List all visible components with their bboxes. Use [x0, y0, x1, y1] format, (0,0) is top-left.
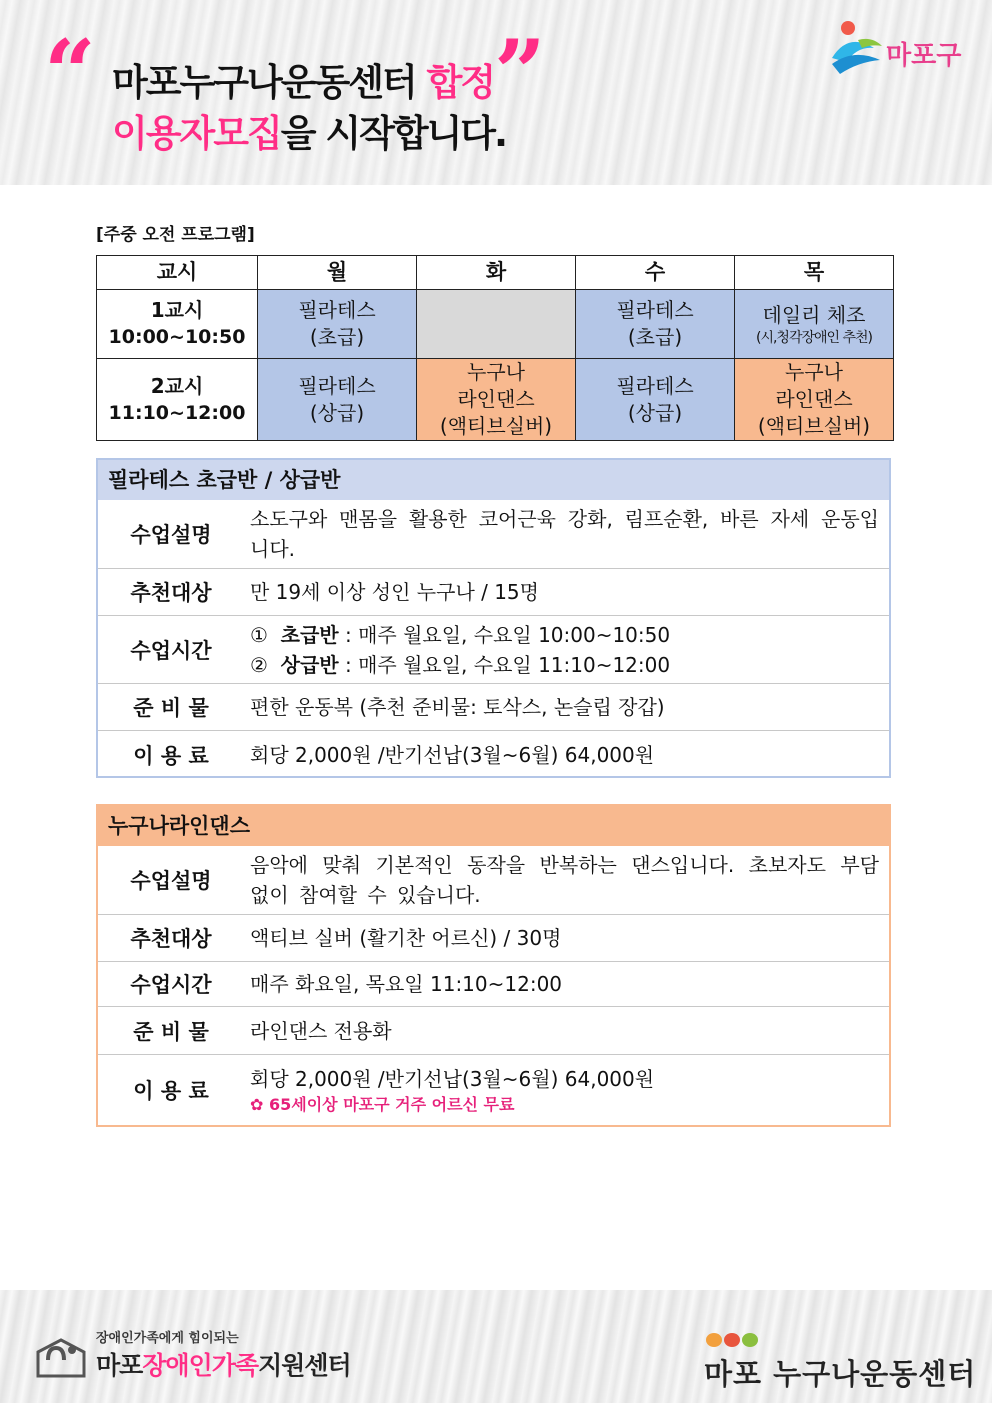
tue-period-2-class [417, 359, 576, 441]
level-beginner: 초급반 [280, 622, 339, 647]
pilates-info-box [96, 458, 891, 778]
fee-value: 회당 2,000원 /반기선납(3월~6월) 64,000원 [250, 742, 655, 767]
desc-text: 음악에 맞춰 기본적인 동작을 반복하는 댄스입니다. 초보자도 부담 없이 참여할 수 있습니다. [250, 853, 879, 907]
prep-label: 준 비 물 [133, 1019, 209, 1044]
time-beginner: : 매주 월요일, 수요일 10:00~10:50 [338, 622, 671, 647]
open-quote-mark: “ [44, 20, 96, 126]
period-2-time: 11:10~12:00 [108, 401, 246, 424]
target-label: 추천대상 [130, 927, 212, 951]
fee-text: 회당 2,000원 /반기선납(3월~6월) 64,000원 [250, 1067, 655, 1091]
class-name: 누구나 [467, 360, 525, 384]
pilates-prep-row [98, 683, 889, 730]
class-note: (시,청각장애인 추천) [755, 329, 873, 346]
footer-center-name: 마포 누구나운동센터 [704, 1357, 977, 1391]
schedule-caption: [주중 오전 프로그램] [96, 225, 255, 245]
desc-text: 소도구와 맨몸을 활용한 코어근육 강화, 림프순환, 바른 자세 운동입니다. [250, 507, 879, 561]
pilates-time-row [98, 615, 889, 683]
close-quote-mark: ” [494, 20, 546, 126]
pilates-fee-row [98, 730, 889, 778]
level-advanced: 상급반 [280, 652, 339, 677]
class-target: (액티브실버) [757, 414, 871, 438]
period-2-label: 2교시 [150, 373, 204, 398]
header-period: 교시 [97, 256, 258, 290]
class-name: 필라테스 [298, 373, 376, 398]
headline-line-1 [112, 52, 494, 106]
free-note-text: 65세이상 마포구 거주 어르신 무료 [268, 1095, 515, 1114]
desc-label: 수업설명 [130, 523, 212, 547]
pilates-rows [98, 500, 889, 778]
schedule-header-row [97, 256, 894, 290]
period-2-cell [97, 359, 258, 441]
schedule-row-period-2 [97, 359, 894, 441]
headline-recruit: 이용자모집 [112, 112, 281, 155]
period-1-time: 10:00~10:50 [108, 326, 246, 348]
target-label: 추천대상 [130, 581, 212, 605]
fee-label: 이 용 료 [133, 743, 209, 768]
headline-start: 을 시작합니다. [280, 112, 507, 155]
target-value: 액티브 실버 (활기찬 어르신) / 30명 [250, 926, 562, 950]
wed-period-2-class [576, 359, 735, 441]
org-name-part-3: 지원센터 [258, 1351, 351, 1380]
flower-icon: ✿ [250, 1095, 264, 1114]
headline-center-name: 마포누구나운동센터 [112, 61, 427, 104]
header-tuesday: 화 [417, 256, 576, 290]
class-name: 필라테스 [298, 298, 376, 322]
tue-period-1-empty [417, 290, 576, 359]
time-line-beginner [250, 620, 879, 650]
headline-line-2 [112, 103, 506, 157]
class-target: (액티브실버) [439, 414, 553, 438]
class-level: (상급) [627, 400, 683, 425]
class-name-2: 라인댄스 [457, 387, 535, 411]
header-wednesday: 수 [576, 256, 735, 290]
fee-value [244, 1055, 889, 1125]
linedance-info-box [96, 804, 891, 1127]
footer-org-name [96, 1346, 351, 1382]
time-label: 수업시간 [130, 638, 212, 663]
headline-location: 합정 [426, 61, 495, 104]
center-logo-dots-icon [704, 1330, 764, 1348]
footer-tagline: 장애인가족에게 힘이되는 [96, 1331, 239, 1346]
class-level: (상급) [309, 400, 365, 425]
family-support-logo-icon [34, 1330, 88, 1382]
period-1-label: 1교시 [150, 298, 204, 322]
num-1: ① [250, 622, 268, 647]
header-thursday: 목 [735, 256, 894, 290]
prep-value: 편한 운동복 (추천 준비물: 토삭스, 논슬립 장갑) [250, 695, 665, 719]
linedance-title: 누구나라인댄스 [98, 806, 889, 846]
target-value: 만 19세 이상 성인 누구나 / 15명 [250, 580, 539, 604]
pilates-desc-row [98, 500, 889, 568]
desc-value [244, 500, 889, 568]
mon-period-1-class [258, 290, 417, 359]
linedance-time-row [98, 961, 889, 1006]
time-line-advanced [250, 650, 879, 680]
period-1-cell [97, 290, 258, 359]
linedance-desc-row [98, 846, 889, 914]
org-name-part-1: 마포 [96, 1351, 143, 1380]
class-level: (초급) [309, 325, 365, 349]
schedule-table [96, 255, 894, 441]
thu-period-1-class [735, 290, 894, 359]
mon-period-2-class [258, 359, 417, 441]
prep-value: 라인댄스 전용화 [250, 1018, 392, 1043]
linedance-target-row [98, 914, 889, 961]
time-advanced: : 매주 월요일, 수요일 11:10~12:00 [338, 652, 671, 677]
schedule-row-period-1 [97, 290, 894, 359]
wed-period-1-class [576, 290, 735, 359]
time-value [244, 616, 889, 683]
class-name: 필라테스 [616, 298, 694, 322]
org-name-part-2: 장애인가족 [142, 1351, 259, 1380]
prep-label: 준 비 물 [133, 696, 209, 720]
class-name: 필라테스 [616, 373, 694, 398]
class-level: (초급) [627, 325, 683, 349]
pilates-title: 필라테스 초급반 / 상급반 [98, 460, 889, 500]
mapo-logo-text: 마포구 [886, 41, 962, 71]
class-name: 누구나 [785, 360, 843, 384]
pilates-target-row [98, 568, 889, 615]
desc-value [244, 846, 889, 914]
free-note [250, 1094, 879, 1116]
fee-label: 이 용 료 [133, 1079, 209, 1103]
time-label: 수업시간 [130, 973, 212, 997]
desc-label: 수업설명 [130, 869, 212, 893]
linedance-rows [98, 846, 889, 1125]
class-name: 데일리 체조 [762, 302, 866, 327]
num-2: ② [250, 652, 268, 677]
header-monday: 월 [258, 256, 417, 290]
time-value: 매주 화요일, 목요일 11:10~12:00 [250, 972, 563, 996]
class-name-2: 라인댄스 [775, 387, 853, 411]
linedance-fee-row [98, 1054, 889, 1125]
linedance-prep-row [98, 1006, 889, 1054]
thu-period-2-class [735, 359, 894, 441]
